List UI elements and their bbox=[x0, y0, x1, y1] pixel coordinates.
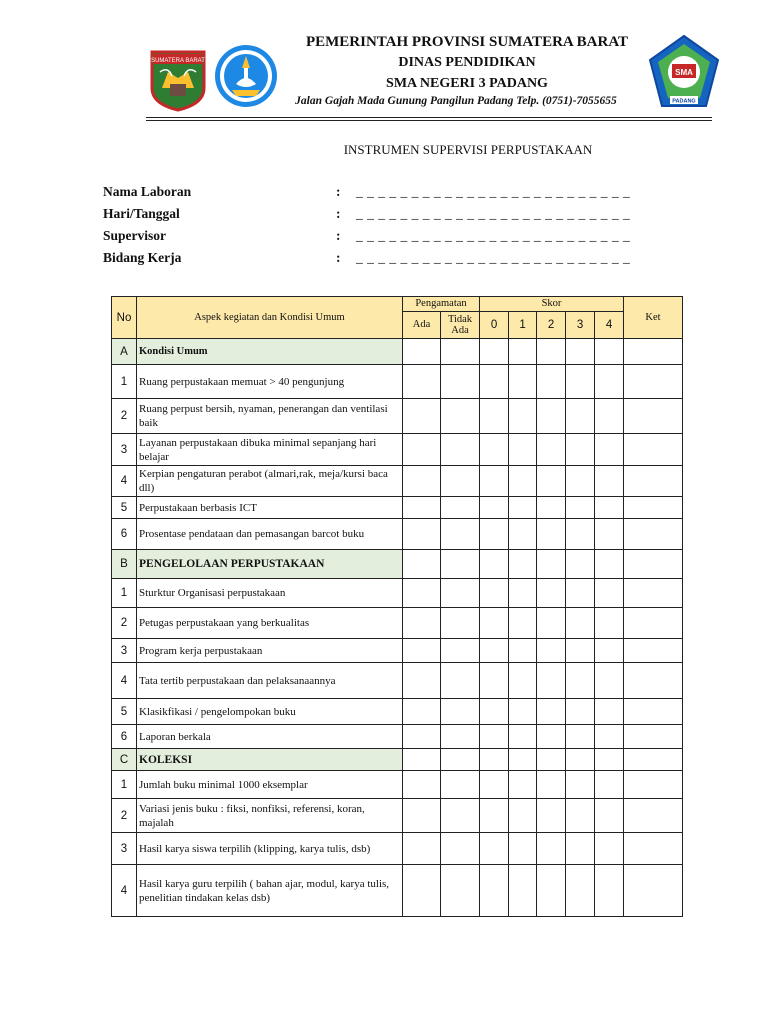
cell-skor-4[interactable] bbox=[595, 799, 624, 833]
table-row bbox=[112, 639, 683, 663]
cell-tidak-ada[interactable] bbox=[441, 833, 480, 865]
cell-skor-4[interactable] bbox=[595, 466, 624, 497]
cell-ada[interactable] bbox=[403, 579, 441, 608]
aspect-text-content: Ruang perpust bersih, nyaman, penerangan dan ventilasi baik bbox=[139, 403, 388, 429]
cell-skor-0[interactable] bbox=[480, 865, 509, 917]
cell-skor-0[interactable] bbox=[480, 519, 509, 550]
aspect-text-content: Laporan berkala bbox=[139, 730, 211, 743]
col-header-skor-3: 3 bbox=[566, 312, 595, 339]
row-number: C bbox=[112, 749, 137, 771]
col-header-ket: Ket bbox=[624, 297, 683, 339]
table-row bbox=[112, 365, 683, 399]
col-header-pengamatan: Pengamatan bbox=[403, 297, 480, 312]
row-number: 5 bbox=[112, 497, 137, 519]
table-row bbox=[112, 771, 683, 799]
row-number: 3 bbox=[112, 639, 137, 663]
cell-skor-2[interactable] bbox=[537, 749, 566, 771]
cell-skor-1[interactable] bbox=[509, 725, 537, 749]
cell-skor-2[interactable] bbox=[537, 434, 566, 466]
cell-skor-1[interactable] bbox=[509, 399, 537, 434]
cell-skor-4[interactable] bbox=[595, 865, 624, 917]
cell-ket[interactable] bbox=[624, 399, 683, 434]
cell-skor-1[interactable] bbox=[509, 434, 537, 466]
aspect-text bbox=[137, 466, 403, 497]
cell-skor-3[interactable] bbox=[566, 639, 595, 663]
cell-ket[interactable] bbox=[624, 749, 683, 771]
row-number: 4 bbox=[112, 663, 137, 699]
cell-skor-3[interactable] bbox=[566, 725, 595, 749]
cell-skor-2[interactable] bbox=[537, 550, 566, 579]
cell-skor-3[interactable] bbox=[566, 365, 595, 399]
cell-ket[interactable] bbox=[624, 497, 683, 519]
cell-skor-2[interactable] bbox=[537, 639, 566, 663]
cell-ket[interactable] bbox=[624, 466, 683, 497]
identity-field-blank[interactable]: _ _ _ _ _ _ _ _ _ _ _ _ _ _ _ _ _ _ _ _ _ _ _ _ _ bbox=[356, 184, 631, 199]
cell-tidak-ada[interactable] bbox=[441, 399, 480, 434]
col-header-skor-0: 0 bbox=[480, 312, 509, 339]
row-number: 5 bbox=[112, 699, 137, 725]
cell-ket[interactable] bbox=[624, 339, 683, 365]
table-row bbox=[112, 699, 683, 725]
cell-skor-0[interactable] bbox=[480, 749, 509, 771]
table-row bbox=[112, 399, 683, 434]
row-number: 1 bbox=[112, 365, 137, 399]
cell-skor-3[interactable] bbox=[566, 663, 595, 699]
sma3-padang-logo-text: SMA bbox=[675, 68, 693, 77]
cell-skor-2[interactable] bbox=[537, 399, 566, 434]
cell-skor-1[interactable] bbox=[509, 833, 537, 865]
cell-skor-2[interactable] bbox=[537, 771, 566, 799]
cell-tidak-ada[interactable] bbox=[441, 466, 480, 497]
cell-ada[interactable] bbox=[403, 550, 441, 579]
cell-skor-1[interactable] bbox=[509, 639, 537, 663]
cell-skor-2[interactable] bbox=[537, 833, 566, 865]
cell-tidak-ada[interactable] bbox=[441, 749, 480, 771]
cell-skor-1[interactable] bbox=[509, 579, 537, 608]
cell-skor-0[interactable] bbox=[480, 339, 509, 365]
cell-skor-3[interactable] bbox=[566, 865, 595, 917]
cell-skor-3[interactable] bbox=[566, 771, 595, 799]
cell-ket[interactable] bbox=[624, 579, 683, 608]
cell-tidak-ada[interactable] bbox=[441, 365, 480, 399]
cell-ada[interactable] bbox=[403, 865, 441, 917]
cell-skor-3[interactable] bbox=[566, 519, 595, 550]
cell-skor-3[interactable] bbox=[566, 833, 595, 865]
cell-tidak-ada[interactable] bbox=[441, 550, 480, 579]
cell-skor-0[interactable] bbox=[480, 699, 509, 725]
cell-skor-3[interactable] bbox=[566, 699, 595, 725]
aspect-text-content: Variasi jenis buku : fiksi, nonfiksi, referensi, koran, majalah bbox=[139, 802, 365, 829]
table-row bbox=[112, 608, 683, 639]
aspect-text bbox=[137, 663, 403, 699]
cell-tidak-ada[interactable] bbox=[441, 579, 480, 608]
aspect-text bbox=[137, 833, 403, 865]
letterhead-address: Jalan Gajah Mada Gunung Pangilun Padang Telp. (0751)-7055655 bbox=[295, 95, 617, 107]
cell-skor-1[interactable] bbox=[509, 663, 537, 699]
aspect-text-content: Hasil karya guru terpilih ( bahan ajar, modul, karya tulis, penelitian tindakan kelas dsb) bbox=[139, 877, 390, 904]
cell-skor-4[interactable] bbox=[595, 639, 624, 663]
section-title bbox=[137, 749, 403, 771]
cell-ada[interactable] bbox=[403, 608, 441, 639]
col-header-no: No bbox=[112, 297, 137, 339]
document-title: INSTRUMEN SUPERVISI PERPUSTAKAAN bbox=[343, 142, 593, 157]
aspect-text-content: Jumlah buku minimal 1000 eksemplar bbox=[139, 778, 308, 791]
row-number: 1 bbox=[112, 771, 137, 799]
cell-ada[interactable] bbox=[403, 339, 441, 365]
table-row bbox=[112, 466, 683, 497]
aspect-text bbox=[137, 865, 403, 917]
cell-skor-4[interactable] bbox=[595, 365, 624, 399]
table-row bbox=[112, 725, 683, 749]
cell-skor-3[interactable] bbox=[566, 399, 595, 434]
table-row bbox=[112, 833, 683, 865]
cell-skor-4[interactable] bbox=[595, 749, 624, 771]
cell-ket[interactable] bbox=[624, 550, 683, 579]
cell-skor-2[interactable] bbox=[537, 663, 566, 699]
col-header-skor: Skor bbox=[480, 297, 624, 312]
cell-skor-0[interactable] bbox=[480, 663, 509, 699]
cell-skor-0[interactable] bbox=[480, 799, 509, 833]
cell-skor-0[interactable] bbox=[480, 771, 509, 799]
cell-ada[interactable] bbox=[403, 725, 441, 749]
table-row bbox=[112, 799, 683, 833]
cell-tidak-ada[interactable] bbox=[441, 663, 480, 699]
identity-field-colon: : bbox=[336, 250, 341, 265]
letterhead-divider bbox=[146, 117, 712, 118]
cell-tidak-ada[interactable] bbox=[441, 497, 480, 519]
identity-field-blank[interactable]: _ _ _ _ _ _ _ _ _ _ _ _ _ _ _ _ _ _ _ _ _ _ _ _ _ bbox=[356, 228, 631, 243]
cell-tidak-ada[interactable] bbox=[441, 725, 480, 749]
cell-ada[interactable] bbox=[403, 365, 441, 399]
letterhead-line2: DINAS PENDIDIKAN bbox=[398, 55, 536, 70]
cell-skor-0[interactable] bbox=[480, 725, 509, 749]
cell-ada[interactable] bbox=[403, 466, 441, 497]
cell-ada[interactable] bbox=[403, 749, 441, 771]
aspect-text-content: Tata tertib perpustakaan dan pelaksanaannya bbox=[139, 674, 336, 687]
identity-field-label: Hari/Tanggal bbox=[103, 206, 180, 221]
cell-ket[interactable] bbox=[624, 434, 683, 466]
section-title-text: KOLEKSI bbox=[139, 753, 193, 766]
cell-skor-0[interactable] bbox=[480, 639, 509, 663]
cell-skor-3[interactable] bbox=[566, 434, 595, 466]
sumatera-barat-logo bbox=[148, 48, 208, 112]
letterhead bbox=[0, 0, 768, 125]
cell-skor-1[interactable] bbox=[509, 771, 537, 799]
section-row bbox=[112, 550, 683, 579]
section-title bbox=[137, 339, 403, 365]
cell-skor-3[interactable] bbox=[566, 339, 595, 365]
cell-skor-2[interactable] bbox=[537, 725, 566, 749]
cell-skor-4[interactable] bbox=[595, 725, 624, 749]
table-row bbox=[112, 434, 683, 466]
cell-skor-0[interactable] bbox=[480, 550, 509, 579]
aspect-text-content: Kerpian pengaturan perabot (almari,rak, meja/kursi baca dll) bbox=[139, 468, 388, 494]
aspect-text-content: Ruang perpustakaan memuat > 40 pengunjung bbox=[139, 375, 345, 388]
cell-skor-2[interactable] bbox=[537, 497, 566, 519]
supervision-table bbox=[111, 296, 683, 917]
cell-skor-0[interactable] bbox=[480, 497, 509, 519]
col-header-skor-2: 2 bbox=[537, 312, 566, 339]
row-number: 6 bbox=[112, 519, 137, 550]
cell-tidak-ada[interactable] bbox=[441, 339, 480, 365]
sma3-padang-logo bbox=[648, 34, 720, 110]
cell-skor-2[interactable] bbox=[537, 466, 566, 497]
section-title-text: PENGELOLAAN PERPUSTAKAAN bbox=[139, 558, 325, 570]
cell-ada[interactable] bbox=[403, 663, 441, 699]
cell-skor-3[interactable] bbox=[566, 579, 595, 608]
cell-skor-1[interactable] bbox=[509, 365, 537, 399]
cell-skor-2[interactable] bbox=[537, 865, 566, 917]
cell-skor-1[interactable] bbox=[509, 466, 537, 497]
sumatera-barat-logo-text: SUMATERA BARAT bbox=[151, 58, 205, 64]
identity-field-colon: : bbox=[336, 228, 341, 243]
cell-skor-1[interactable] bbox=[509, 699, 537, 725]
aspect-text-content: Perpustakaan berbasis ICT bbox=[139, 501, 257, 514]
aspect-text bbox=[137, 497, 403, 519]
aspect-text bbox=[137, 608, 403, 639]
identity-field-label: Supervisor bbox=[103, 228, 167, 243]
cell-skor-3[interactable] bbox=[566, 749, 595, 771]
aspect-text bbox=[137, 399, 403, 434]
aspect-text-content: Petugas perpustakaan yang berkualitas bbox=[139, 617, 310, 629]
cell-ada[interactable] bbox=[403, 799, 441, 833]
col-header-tidak-ada: Tidak Ada bbox=[441, 312, 480, 339]
cell-tidak-ada[interactable] bbox=[441, 865, 480, 917]
identity-field-label: Bidang Kerja bbox=[103, 250, 182, 265]
letterhead-divider-thin bbox=[146, 120, 712, 121]
letterhead-line3: SMA NEGERI 3 PADANG bbox=[386, 76, 548, 91]
aspect-text-content: Klasikfikasi / pengelompokan buku bbox=[139, 705, 296, 718]
letterhead-line1: PEMERINTAH PROVINSI SUMATERA BARAT bbox=[305, 34, 629, 50]
cell-ket[interactable] bbox=[624, 799, 683, 833]
row-number: 1 bbox=[112, 579, 137, 608]
cell-skor-4[interactable] bbox=[595, 550, 624, 579]
row-number: 6 bbox=[112, 725, 137, 749]
identity-field-colon: : bbox=[336, 206, 341, 221]
cell-skor-1[interactable] bbox=[509, 865, 537, 917]
cell-ada[interactable] bbox=[403, 519, 441, 550]
identity-field-blank[interactable]: _ _ _ _ _ _ _ _ _ _ _ _ _ _ _ _ _ _ _ _ _ _ _ _ _ bbox=[356, 206, 631, 221]
section-title bbox=[137, 550, 403, 579]
cell-ada[interactable] bbox=[403, 399, 441, 434]
row-number: 2 bbox=[112, 399, 137, 434]
cell-tidak-ada[interactable] bbox=[441, 799, 480, 833]
cell-skor-4[interactable] bbox=[595, 497, 624, 519]
cell-skor-1[interactable] bbox=[509, 519, 537, 550]
row-number: 2 bbox=[112, 799, 137, 833]
cell-skor-0[interactable] bbox=[480, 466, 509, 497]
section-row bbox=[112, 339, 683, 365]
aspect-text-content: Sturktur Organisasi perpustakaan bbox=[139, 587, 286, 599]
cell-ket[interactable] bbox=[624, 639, 683, 663]
cell-tidak-ada[interactable] bbox=[441, 519, 480, 550]
cell-skor-0[interactable] bbox=[480, 434, 509, 466]
cell-skor-4[interactable] bbox=[595, 608, 624, 639]
aspect-text bbox=[137, 639, 403, 663]
section-row bbox=[112, 749, 683, 771]
identity-field-blank[interactable]: _ _ _ _ _ _ _ _ _ _ _ _ _ _ _ _ _ _ _ _ _ _ _ _ _ bbox=[356, 250, 631, 265]
aspect-text bbox=[137, 699, 403, 725]
aspect-text bbox=[137, 771, 403, 799]
col-header-skor-1: 1 bbox=[509, 312, 537, 339]
cell-skor-1[interactable] bbox=[509, 608, 537, 639]
cell-skor-1[interactable] bbox=[509, 497, 537, 519]
row-number: 4 bbox=[112, 865, 137, 917]
col-header-aspek: Aspek kegiatan dan Kondisi Umum bbox=[137, 297, 403, 339]
cell-ada[interactable] bbox=[403, 497, 441, 519]
cell-skor-0[interactable] bbox=[480, 608, 509, 639]
cell-skor-4[interactable] bbox=[595, 339, 624, 365]
cell-tidak-ada[interactable] bbox=[441, 639, 480, 663]
aspect-text bbox=[137, 799, 403, 833]
cell-skor-1[interactable] bbox=[509, 799, 537, 833]
aspect-text bbox=[137, 365, 403, 399]
cell-skor-1[interactable] bbox=[509, 339, 537, 365]
row-number: 4 bbox=[112, 466, 137, 497]
cell-skor-4[interactable] bbox=[595, 663, 624, 699]
cell-ket[interactable] bbox=[624, 833, 683, 865]
cell-skor-2[interactable] bbox=[537, 608, 566, 639]
row-number: B bbox=[112, 550, 137, 579]
row-number: A bbox=[112, 339, 137, 365]
cell-ket[interactable] bbox=[624, 725, 683, 749]
cell-skor-4[interactable] bbox=[595, 699, 624, 725]
cell-ket[interactable] bbox=[624, 365, 683, 399]
aspect-text bbox=[137, 579, 403, 608]
cell-ket[interactable] bbox=[624, 663, 683, 699]
cell-tidak-ada[interactable] bbox=[441, 434, 480, 466]
identity-field-colon: : bbox=[336, 184, 341, 199]
tut-wuri-handayani-logo bbox=[214, 42, 278, 110]
aspect-text-content: Layanan perpustakaan dibuka minimal sepanjang hari belajar bbox=[139, 436, 377, 463]
cell-skor-3[interactable] bbox=[566, 799, 595, 833]
cell-skor-4[interactable] bbox=[595, 519, 624, 550]
table-row bbox=[112, 497, 683, 519]
cell-skor-2[interactable] bbox=[537, 699, 566, 725]
cell-skor-2[interactable] bbox=[537, 519, 566, 550]
cell-skor-4[interactable] bbox=[595, 833, 624, 865]
row-number: 2 bbox=[112, 608, 137, 639]
cell-skor-0[interactable] bbox=[480, 399, 509, 434]
aspect-text bbox=[137, 725, 403, 749]
aspect-text-content: Program kerja perpustakaan bbox=[139, 644, 263, 657]
cell-skor-4[interactable] bbox=[595, 771, 624, 799]
cell-skor-3[interactable] bbox=[566, 497, 595, 519]
sma3-padang-logo-subtext: PADANG bbox=[672, 98, 696, 105]
cell-skor-4[interactable] bbox=[595, 434, 624, 466]
cell-skor-1[interactable] bbox=[509, 749, 537, 771]
aspect-text-content: Hasil karya siswa terpilih (klipping, karya tulis, dsb) bbox=[139, 842, 371, 855]
cell-skor-3[interactable] bbox=[566, 466, 595, 497]
cell-skor-0[interactable] bbox=[480, 365, 509, 399]
cell-skor-1[interactable] bbox=[509, 550, 537, 579]
cell-ket[interactable] bbox=[624, 519, 683, 550]
cell-skor-0[interactable] bbox=[480, 833, 509, 865]
row-number: 3 bbox=[112, 434, 137, 466]
aspect-text-content: Prosentase pendataan dan pemasangan barcot buku bbox=[139, 528, 365, 540]
cell-skor-3[interactable] bbox=[566, 608, 595, 639]
cell-tidak-ada[interactable] bbox=[441, 608, 480, 639]
aspect-text bbox=[137, 519, 403, 550]
identity-field-label: Nama Laboran bbox=[103, 184, 192, 199]
table-row bbox=[112, 663, 683, 699]
col-header-skor-4: 4 bbox=[595, 312, 624, 339]
cell-skor-4[interactable] bbox=[595, 399, 624, 434]
cell-ket[interactable] bbox=[624, 771, 683, 799]
row-number: 3 bbox=[112, 833, 137, 865]
cell-skor-3[interactable] bbox=[566, 550, 595, 579]
cell-skor-2[interactable] bbox=[537, 799, 566, 833]
cell-ada[interactable] bbox=[403, 771, 441, 799]
cell-ada[interactable] bbox=[403, 639, 441, 663]
cell-ada[interactable] bbox=[403, 833, 441, 865]
col-header-ada: Ada bbox=[403, 312, 441, 339]
cell-ada[interactable] bbox=[403, 699, 441, 725]
cell-skor-2[interactable] bbox=[537, 339, 566, 365]
cell-ket[interactable] bbox=[624, 699, 683, 725]
aspect-text bbox=[137, 434, 403, 466]
cell-skor-2[interactable] bbox=[537, 365, 566, 399]
table-row bbox=[112, 865, 683, 917]
cell-tidak-ada[interactable] bbox=[441, 699, 480, 725]
cell-skor-0[interactable] bbox=[480, 579, 509, 608]
cell-ket[interactable] bbox=[624, 608, 683, 639]
cell-ket[interactable] bbox=[624, 865, 683, 917]
cell-tidak-ada[interactable] bbox=[441, 771, 480, 799]
section-title-text: Kondisi Umum bbox=[139, 346, 208, 357]
cell-ada[interactable] bbox=[403, 434, 441, 466]
cell-skor-4[interactable] bbox=[595, 579, 624, 608]
cell-skor-2[interactable] bbox=[537, 579, 566, 608]
table-row bbox=[112, 519, 683, 550]
table-row bbox=[112, 579, 683, 608]
